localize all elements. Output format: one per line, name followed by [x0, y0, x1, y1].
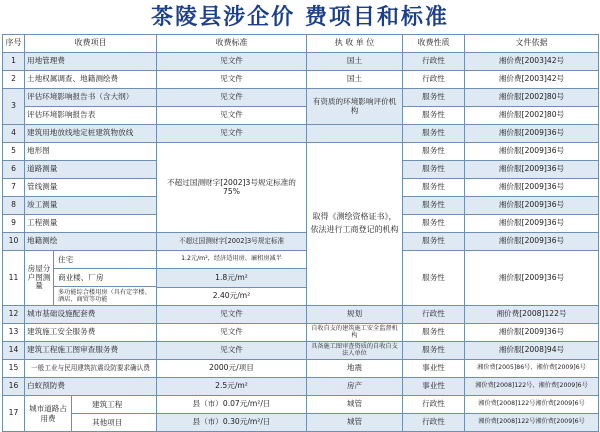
cell-standard: 见文件: [157, 71, 307, 89]
cell-item: 建筑工程施工图审查服务费: [25, 342, 157, 360]
cell-document: 湘价服[2009]36号: [465, 197, 599, 215]
header-nature: 收费性质: [403, 35, 465, 53]
cell-no: 8: [3, 197, 25, 215]
cell-unit: [307, 125, 403, 143]
cell-nature: 事业性: [403, 378, 465, 396]
cell-document: 湘价费[2008]122号: [465, 306, 599, 324]
cell-item: 地籍测绘: [25, 233, 157, 251]
cell-nature: 行政性: [403, 71, 465, 89]
cell-document: 湘价服[2009]36号: [465, 161, 599, 179]
cell-standard: 见文件: [157, 89, 307, 107]
cell-nature: 行政性: [403, 53, 465, 71]
sub-item: 住宅: [54, 251, 156, 269]
cell-nature: 服务性: [403, 107, 465, 125]
cell-nature: 行政性: [403, 306, 465, 324]
cell-document: 湘价费[2005]86号、湘价费[2009]6号: [465, 360, 599, 378]
header-standard: 收费标准: [157, 35, 307, 53]
cell-standard: 见文件: [157, 107, 307, 125]
cell-no: 4: [3, 125, 25, 143]
cell-document: 湘价服[2009]36号: [465, 143, 599, 161]
cell-nature: 服务性: [403, 89, 465, 107]
cell-no: 11: [3, 251, 25, 306]
cell-item-group: [25, 396, 157, 432]
cell-no: 12: [3, 306, 25, 324]
cell-nature: 行政性: [403, 414, 465, 432]
header-no: 序号: [3, 35, 25, 53]
document-title: 茶陵县涉企价 费项目和标准: [151, 4, 449, 30]
cell-item: 竣工测量: [25, 197, 157, 215]
cell-document: 湘价服[2009]36号: [465, 251, 599, 306]
cell-no: 9: [3, 215, 25, 233]
cell-unit: 有资质的环境影响评价机构: [307, 89, 403, 125]
cell-item: 土地权属调查、地籍测绘费: [25, 71, 157, 89]
table-row: [3, 233, 599, 251]
header-item: 收费项目: [25, 35, 157, 53]
cell-item: 一般工业与民用建筑抗震设防要求确认费: [25, 360, 157, 378]
cell-unit: 规划: [307, 306, 403, 324]
table-row: [3, 107, 599, 125]
cell-nature: 服务性: [403, 125, 465, 143]
cell-unit: 自收自支的建筑施工安全监督机构: [307, 324, 403, 342]
cell-unit: 具备施工图审查资质的自收自支法人单位: [307, 342, 403, 360]
cell-unit: 国土: [307, 53, 403, 71]
cell-document: 湘价服[2009]36号: [465, 125, 599, 143]
cell-document: 湘价服[2002]80号: [465, 107, 599, 125]
cell-no: 15: [3, 360, 25, 378]
cell-standard: 县（市）0.07元/m²/日: [157, 396, 307, 414]
cell-document: 湘价服[2009]36号: [465, 215, 599, 233]
cell-unit: 城管: [307, 396, 403, 414]
cell-nature: 服务性: [403, 251, 465, 306]
cell-standard: 2000元/项目: [157, 360, 307, 378]
cell-item: 建筑用地放线地定桩建筑物放线: [25, 125, 157, 143]
cell-document: 湘价服[2009]36号: [465, 179, 599, 197]
cell-unit: 地震: [307, 360, 403, 378]
cell-document: 湘价费[2003]42号: [465, 71, 599, 89]
cell-nature: 服务性: [403, 233, 465, 251]
cell-standard: 不超过国测财字[2002]3号规定标准: [157, 233, 307, 251]
cell-unit: 房产: [307, 378, 403, 396]
cell-no: 16: [3, 378, 25, 396]
cell-standard: 见文件: [157, 324, 307, 342]
cell-standard: 见文件: [157, 306, 307, 324]
subgroup-label: 城市道路占用费: [25, 396, 72, 431]
table-row: [3, 306, 599, 324]
cell-unit-merged: 取得《测绘资格证书》，依法进行工商登记的机构: [307, 143, 403, 306]
cell-no: 5: [3, 143, 25, 161]
cell-standard: 见文件: [157, 53, 307, 71]
cell-unit: 国土: [307, 71, 403, 89]
cell-item: 评估环境影响报告表: [25, 107, 157, 125]
table-row: [3, 360, 599, 378]
cell-item: 用地管理费: [25, 53, 157, 71]
cell-no: 3: [3, 89, 25, 125]
cell-no: 2: [3, 71, 25, 89]
cell-no: 1: [3, 53, 25, 71]
cell-standard: 2.40元/m²: [157, 287, 307, 305]
table-row: [3, 53, 599, 71]
cell-document: 湘价费[2008]122号湘价费[2009]6号: [465, 396, 599, 414]
cell-document: 湘价服[2008]94号: [465, 342, 599, 360]
subgroup-label: 房屋分户图测量: [25, 251, 54, 305]
cell-standard: 见文件: [157, 125, 307, 143]
cell-document: 湘价费[2008]122号、湘价费[2009]6号: [465, 378, 599, 396]
cell-nature: 事业性: [403, 360, 465, 378]
table-row: [3, 143, 599, 161]
header-document: 文件依据: [465, 35, 599, 53]
cell-nature: 服务性: [403, 161, 465, 179]
cell-no: 13: [3, 324, 25, 342]
cell-item: 道路测量: [25, 161, 157, 179]
table-header-row: [3, 35, 599, 53]
cell-nature: 服务性: [403, 179, 465, 197]
fee-table: [2, 34, 599, 432]
cell-item: 工程测量: [25, 215, 157, 233]
cell-standard: 县（市）0.30元/m²/日: [157, 414, 307, 432]
cell-nature: 服务性: [403, 215, 465, 233]
sub-item: 其他项目: [92, 418, 123, 427]
cell-standard-merged: 不超过国测财字[2002]3号规定标准的75%: [157, 143, 307, 233]
cell-item: 评估环境影响报告书（含大纲）: [25, 89, 157, 107]
cell-nature: 服务性: [403, 342, 465, 360]
sub-item: 商业楼、厂房: [54, 269, 156, 287]
cell-item: 地形图: [25, 143, 157, 161]
cell-document: 湘价服[2009]36号: [465, 324, 599, 342]
cell-item: 城市基础设施配套费: [25, 306, 157, 324]
table-row: [3, 251, 599, 269]
cell-no: 7: [3, 179, 25, 197]
cell-item: 管线测量: [25, 179, 157, 197]
cell-nature: 服务性: [403, 324, 465, 342]
table-row: [3, 324, 599, 342]
cell-no: 10: [3, 233, 25, 251]
sub-item: 建筑工程: [72, 396, 156, 414]
cell-nature: 服务性: [403, 143, 465, 161]
sub-item: 多功能综合楼用房（具有定字楼、酒店、商贸等功能: [58, 288, 151, 303]
cell-no: 14: [3, 342, 25, 360]
table-row: [3, 342, 599, 360]
table-row: [3, 378, 599, 396]
cell-standard: 2.5元/m²: [157, 378, 307, 396]
table-row: [3, 89, 599, 107]
cell-document: 湘价费[2003]42号: [465, 53, 599, 71]
cell-standard: 1.8元/m²: [157, 269, 307, 287]
table-row: [3, 125, 599, 143]
cell-no: 6: [3, 161, 25, 179]
cell-standard: 1.2元/m²，经济适用房、廉租房减半: [157, 251, 307, 269]
table-row: [3, 71, 599, 89]
cell-nature: 服务性: [403, 197, 465, 215]
header-unit: 执 收 单 位: [307, 35, 403, 53]
cell-no: 17: [3, 396, 25, 432]
cell-unit: 城管: [307, 414, 403, 432]
cell-item-group: [25, 251, 157, 306]
cell-document: 湘价服[2002]80号: [465, 89, 599, 107]
table-row: [3, 396, 599, 414]
cell-item: 建筑施工安全服务费: [25, 324, 157, 342]
cell-nature: 行政性: [403, 396, 465, 414]
cell-item: 白蚁预防费: [25, 378, 157, 396]
cell-document: 湘价费[2008]122号湘价费[2009]6号: [465, 414, 599, 432]
cell-document: 湘价服[2009]36号: [465, 233, 599, 251]
cell-standard: 见文件: [157, 342, 307, 360]
